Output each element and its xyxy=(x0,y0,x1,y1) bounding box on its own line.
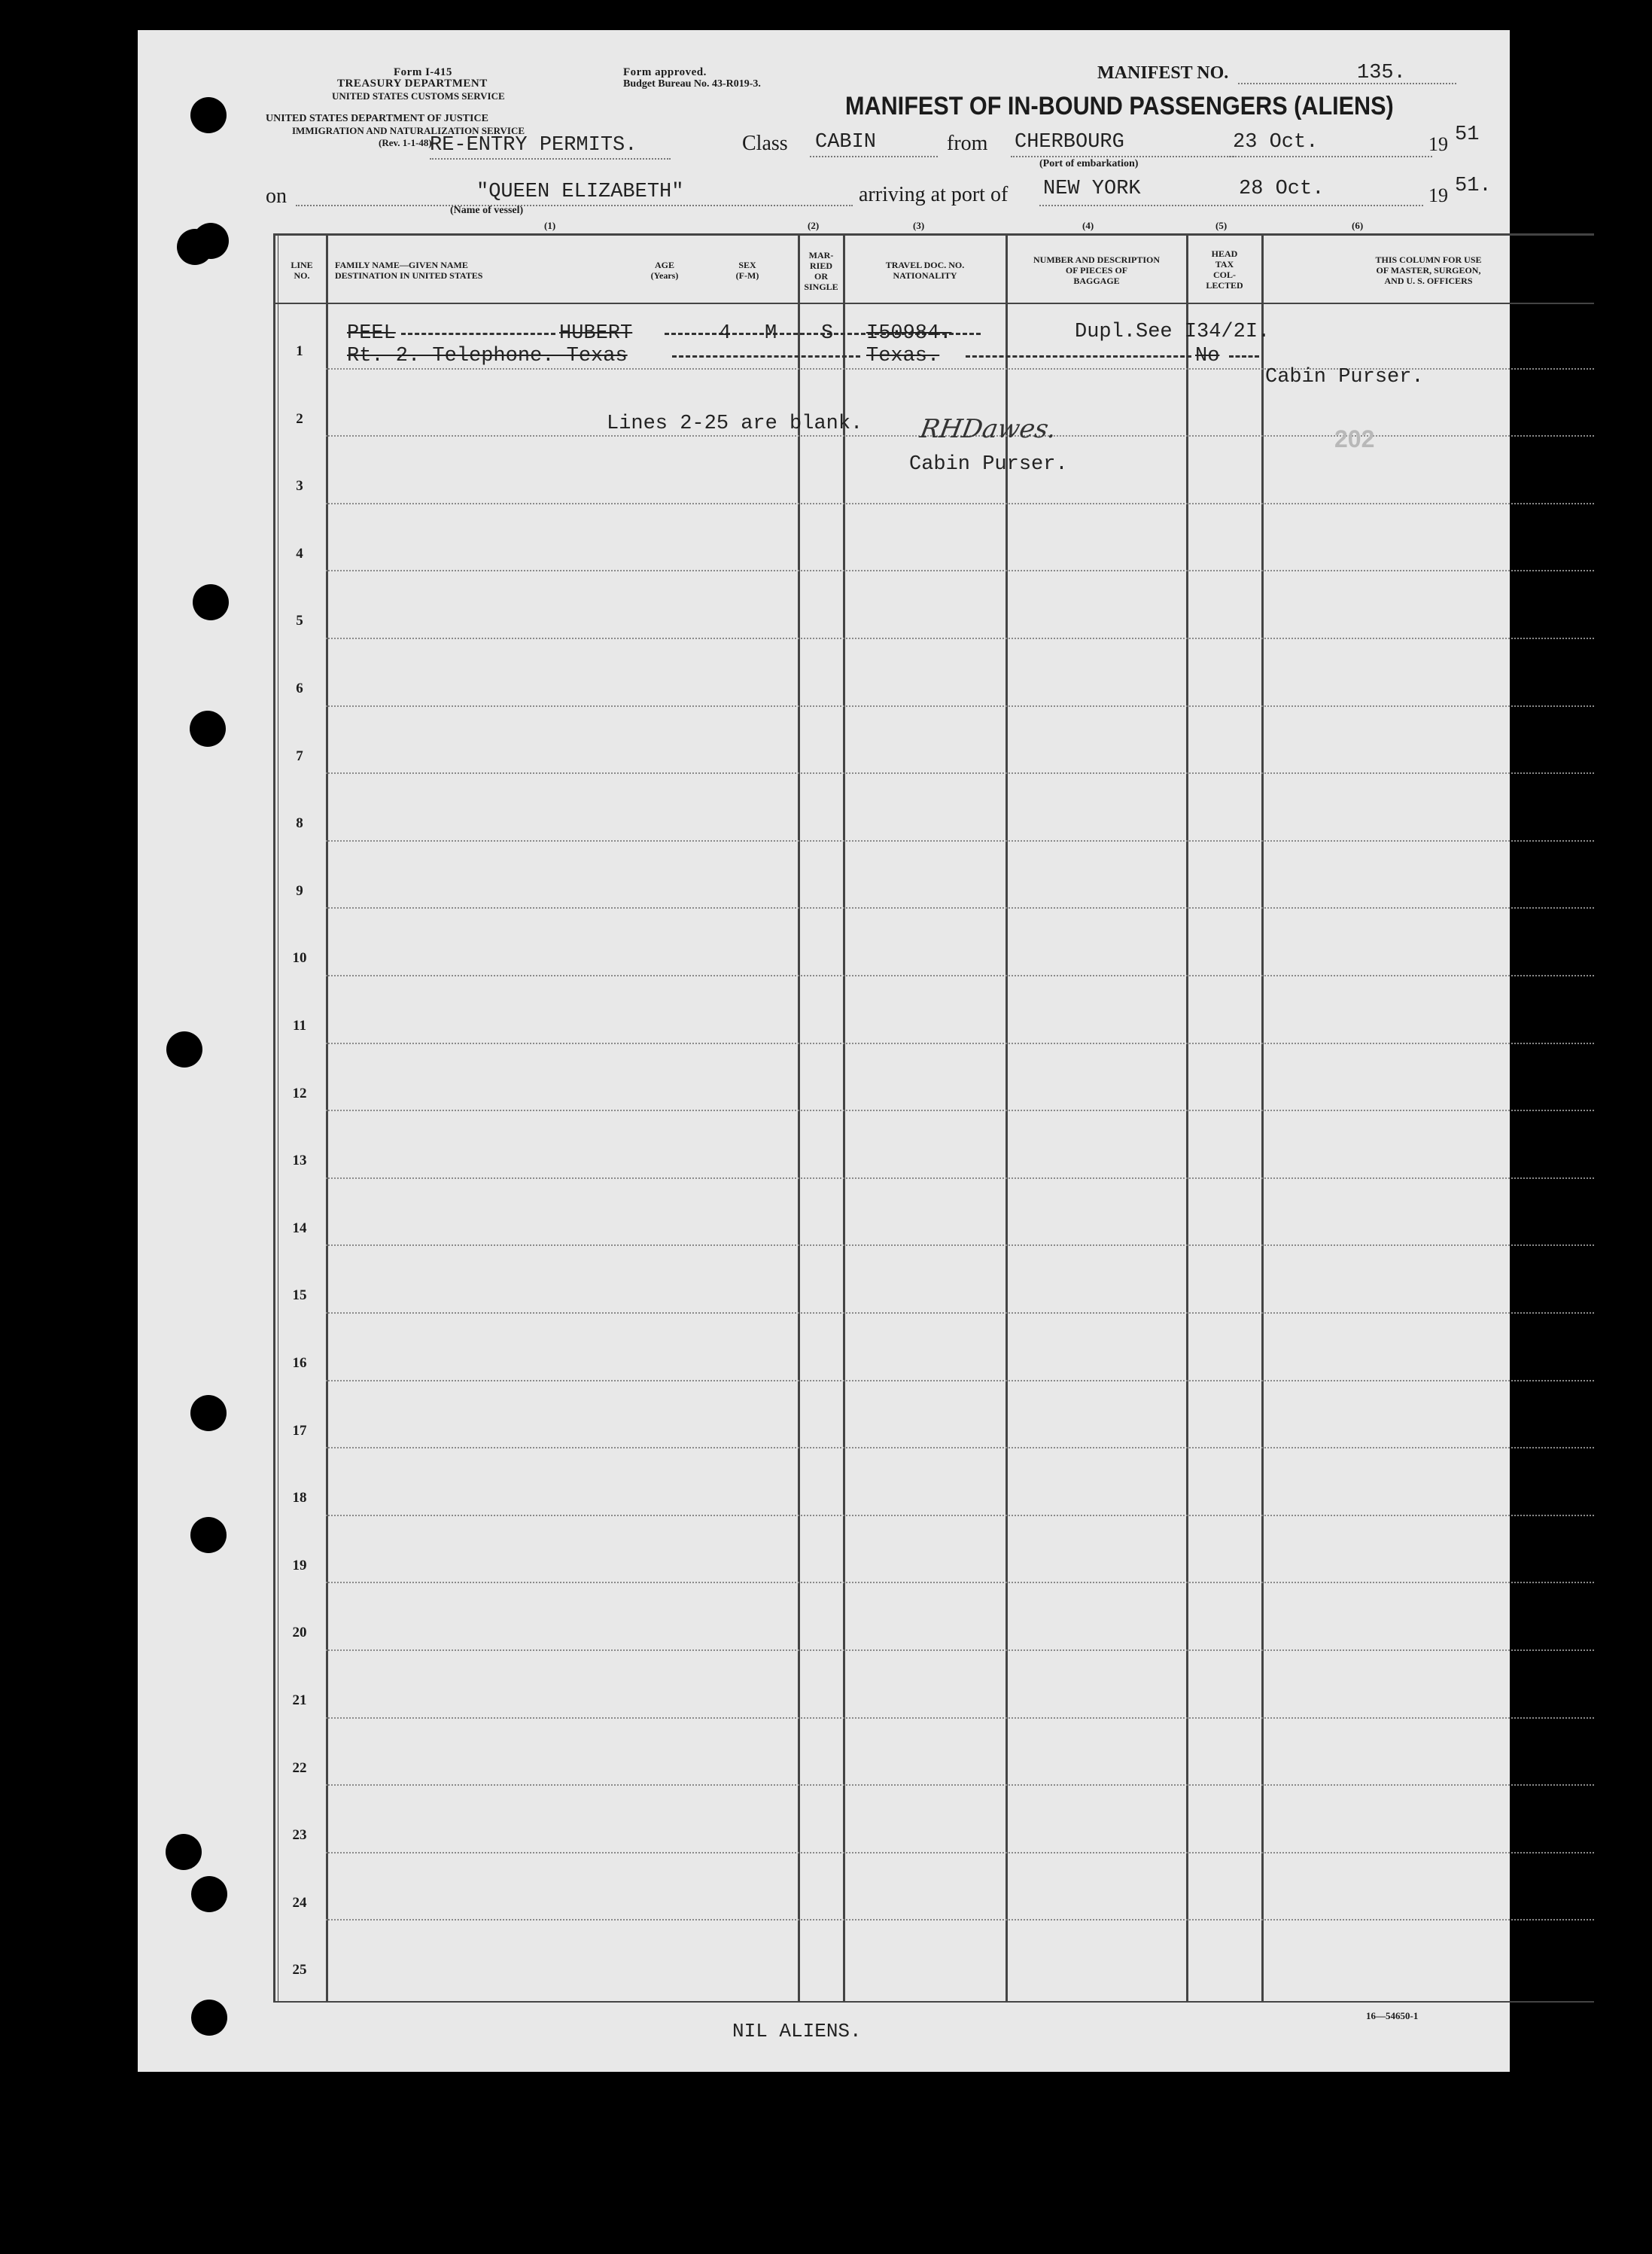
row-divider xyxy=(326,1043,1594,1044)
row-divider xyxy=(326,1515,1594,1516)
arriving-label: arriving at port of xyxy=(859,183,1009,206)
embarkation-port: CHERBOURG xyxy=(1015,131,1124,154)
row-divider xyxy=(326,503,1594,504)
from-label: from xyxy=(947,132,988,155)
row-divider xyxy=(326,1717,1594,1719)
footer-code: 16—54650-1 xyxy=(1366,2010,1419,2021)
row-divider xyxy=(326,1649,1594,1651)
col-num-6: (6) xyxy=(1352,220,1364,231)
line-number: 21 xyxy=(292,1692,307,1708)
line-number: 16 xyxy=(292,1355,307,1371)
line-number: 19 xyxy=(292,1557,307,1573)
purser-signature: RHDawes. xyxy=(917,414,1059,444)
arrival-date: 28 Oct. xyxy=(1239,178,1325,200)
row-divider xyxy=(326,1582,1594,1583)
on-label: on xyxy=(266,184,287,208)
binder-hole xyxy=(193,584,229,620)
nil-aliens: NIL ALIENS. xyxy=(732,2020,862,2042)
row-divider xyxy=(326,1852,1594,1853)
header-officers: THIS COLUMN FOR USE OF MASTER, SURGEON, AND U. S. OFFICERS xyxy=(1375,254,1482,286)
faint-stamp: 202 xyxy=(1334,425,1375,452)
manifest-page xyxy=(138,30,1510,2072)
line-number: 13 xyxy=(292,1153,307,1169)
line-number: 17 xyxy=(292,1422,307,1439)
binder-hole xyxy=(191,2000,227,2036)
line-number: 23 xyxy=(292,1827,307,1844)
col-num-1: (1) xyxy=(544,220,556,231)
line-number: 20 xyxy=(292,1625,307,1641)
row-divider xyxy=(326,1447,1594,1448)
row-divider xyxy=(326,975,1594,976)
line-number: 2 xyxy=(296,410,303,427)
line-number: 15 xyxy=(292,1287,307,1304)
head-tax-value: No xyxy=(1195,345,1220,367)
header-sex: SEX (F-M) xyxy=(735,260,759,281)
arrival-year-prefix: 19 xyxy=(1428,184,1448,206)
officer-note: Cabin Purser. xyxy=(1265,366,1424,388)
row-divider xyxy=(326,1244,1594,1246)
col-num-3: (3) xyxy=(913,220,925,231)
binder-hole xyxy=(190,1395,227,1431)
line-number: 5 xyxy=(296,613,303,629)
arrival-port: NEW YORK xyxy=(1043,178,1141,200)
line-number: 4 xyxy=(296,545,303,562)
arrival-year: 51. xyxy=(1455,175,1492,197)
row-divider xyxy=(326,907,1594,909)
line-number: 14 xyxy=(292,1220,307,1236)
row-divider xyxy=(326,705,1594,707)
line-number: 6 xyxy=(296,681,303,696)
baggage-note: Dupl.See I34/2I. xyxy=(1075,321,1270,343)
binder-hole xyxy=(191,1876,227,1912)
manifest-label: MANIFEST NO. xyxy=(1097,63,1229,83)
form-number: Form I-415 xyxy=(394,66,452,78)
binder-hole xyxy=(166,1031,202,1068)
line-number: 10 xyxy=(292,950,307,967)
row-divider xyxy=(326,1919,1594,1920)
line-number: 8 xyxy=(296,815,303,832)
col-num-2: (2) xyxy=(808,220,820,231)
vessel-name: "QUEEN ELIZABETH" xyxy=(476,181,684,203)
binder-hole xyxy=(190,1517,227,1553)
header-head-tax: HEAD TAX COL- LECTED xyxy=(1206,248,1243,291)
vessel-caption: (Name of vessel) xyxy=(450,205,524,216)
row-divider xyxy=(326,1177,1594,1179)
row-divider xyxy=(326,772,1594,774)
line-number: 25 xyxy=(292,1962,307,1978)
manifest-title: MANIFEST OF IN-BOUND PASSENGERS (ALIENS) xyxy=(845,92,1394,120)
age-value: 4 xyxy=(719,322,732,345)
family-name: PEEL xyxy=(347,322,396,345)
class-label: Class xyxy=(742,132,788,155)
line-number: 11 xyxy=(293,1018,306,1034)
line-number: 7 xyxy=(296,748,303,764)
binder-hole xyxy=(193,223,229,259)
binder-hole xyxy=(190,97,227,133)
line-number: 1 xyxy=(296,343,303,359)
row-divider xyxy=(326,638,1594,639)
nationality: Texas. xyxy=(866,345,940,367)
marital-value: S xyxy=(821,322,834,345)
revision: (Rev. 1-1-48) xyxy=(379,137,432,148)
port-embark-caption: (Port of embarkation) xyxy=(1039,158,1139,169)
class-value: CABIN xyxy=(815,131,877,154)
destination: Rt. 2. Telephone. Texas xyxy=(347,345,628,367)
row-divider xyxy=(326,1784,1594,1786)
row-divider xyxy=(326,1312,1594,1314)
travel-doc-number: I50984. xyxy=(866,322,952,345)
reentry-permits: RE-ENTRY PERMITS. xyxy=(430,134,637,157)
row-divider xyxy=(326,840,1594,842)
row-divider xyxy=(326,1380,1594,1381)
treasury-dept: TREASURY DEPARTMENT xyxy=(337,78,488,90)
col-num-4: (4) xyxy=(1082,220,1094,231)
header-line-no: LINE NO. xyxy=(291,260,313,281)
header-travel-doc: TRAVEL DOC. NO. NATIONALITY xyxy=(885,260,965,281)
header-married: MAR- RIED OR SINGLE xyxy=(804,250,838,292)
row-divider xyxy=(326,1110,1594,1111)
row-divider xyxy=(326,570,1594,571)
depart-year-prefix: 19 xyxy=(1428,133,1448,155)
manifest-number: 135. xyxy=(1357,62,1406,84)
line-number: 3 xyxy=(296,478,303,495)
justice-dept: UNITED STATES DEPARTMENT OF JUSTICE xyxy=(266,113,488,124)
ins-service: IMMIGRATION AND NATURALIZATION SERVICE xyxy=(292,125,525,136)
approval-text: Form approved. xyxy=(623,66,707,78)
departure-year: 51 xyxy=(1455,123,1480,146)
header-name: FAMILY NAME—GIVEN NAME DESTINATION IN UNITED STATES xyxy=(335,260,483,281)
customs-service: UNITED STATES CUSTOMS SERVICE xyxy=(332,90,505,102)
line-number: 18 xyxy=(292,1490,307,1506)
departure-date: 23 Oct. xyxy=(1233,131,1319,154)
binder-hole xyxy=(190,711,226,747)
budget-bureau: Budget Bureau No. 43-R019-3. xyxy=(623,78,761,90)
given-name: HUBERT xyxy=(559,322,633,345)
col-num-5: (5) xyxy=(1215,220,1228,231)
header-age: AGE (Years) xyxy=(650,260,679,281)
line-number: 9 xyxy=(296,882,303,899)
binder-hole xyxy=(166,1834,202,1870)
header-baggage: NUMBER AND DESCRIPTION OF PIECES OF BAGGAGE xyxy=(1033,254,1161,286)
sex-value: M xyxy=(765,322,777,345)
signer-title: Cabin Purser. xyxy=(909,453,1068,476)
line-number: 24 xyxy=(292,1894,307,1911)
line-number: 22 xyxy=(292,1759,307,1776)
blank-lines-note: Lines 2-25 are blank. xyxy=(607,413,863,435)
line-number: 12 xyxy=(292,1085,307,1101)
